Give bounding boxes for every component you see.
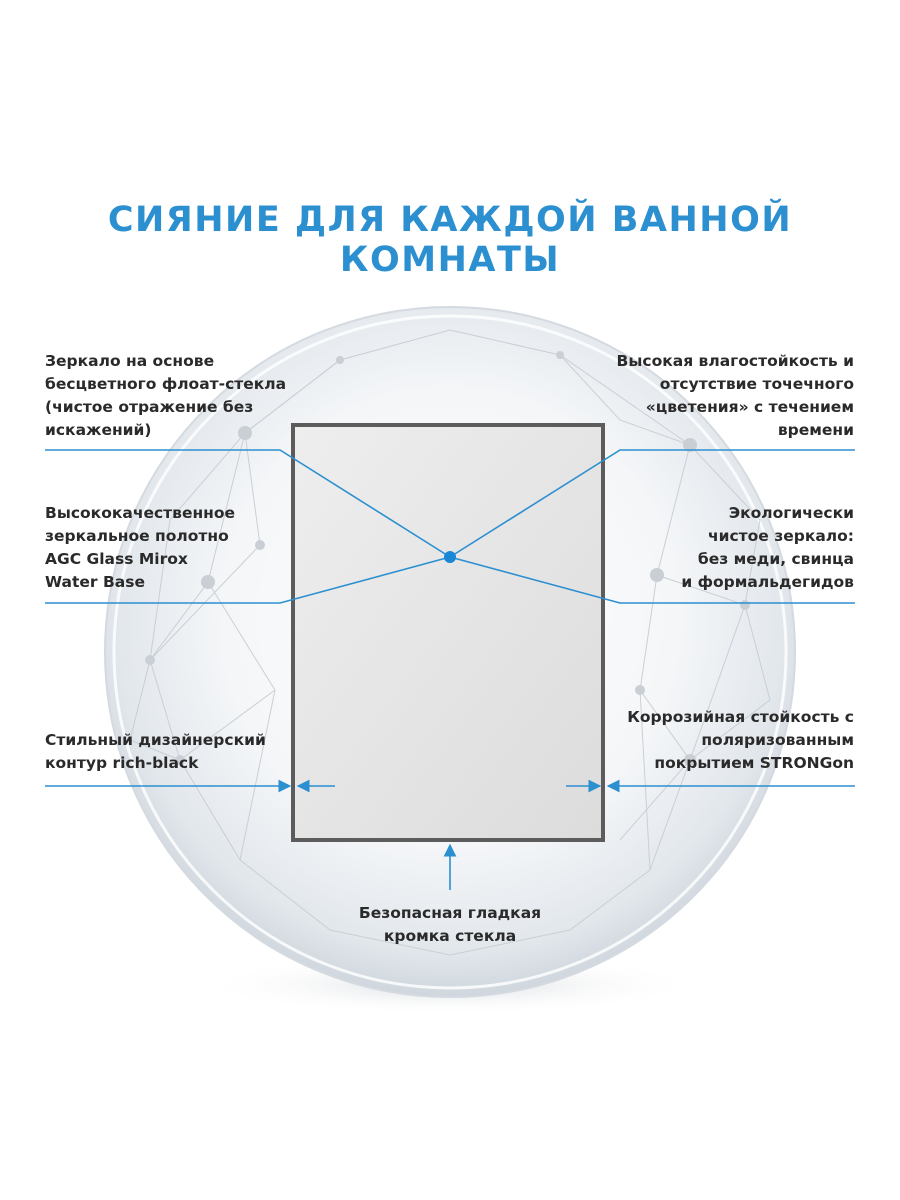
callout-mid-right: Экологически чистое зеркало: без меди, свинца и формальдегидов bbox=[681, 504, 854, 591]
callout-top-left: Зеркало на основе бесцветного флоат-стекла (чистое отражение без искажений) bbox=[45, 352, 287, 439]
callout-low-left: Стильный дизайнерский контур rich-black bbox=[45, 731, 266, 772]
center-point bbox=[444, 551, 456, 563]
callout-low-right: Коррозийная стойкость с поляризованным покрытием STRONGon bbox=[627, 708, 854, 772]
page-title: СИЯНИЕ ДЛЯ КАЖДОЙ ВАННОЙ КОМНАТЫ bbox=[107, 200, 793, 280]
callout-mid-left: Высококачественное зеркальное полотно AGC Glass Mirox Water Base bbox=[45, 504, 236, 591]
callout-bottom: Безопасная гладкая кромка стекла bbox=[358, 904, 542, 945]
callout-top-right: Высокая влагостойкость и отсутствие точечного «цветения» с течением времени bbox=[616, 352, 854, 439]
